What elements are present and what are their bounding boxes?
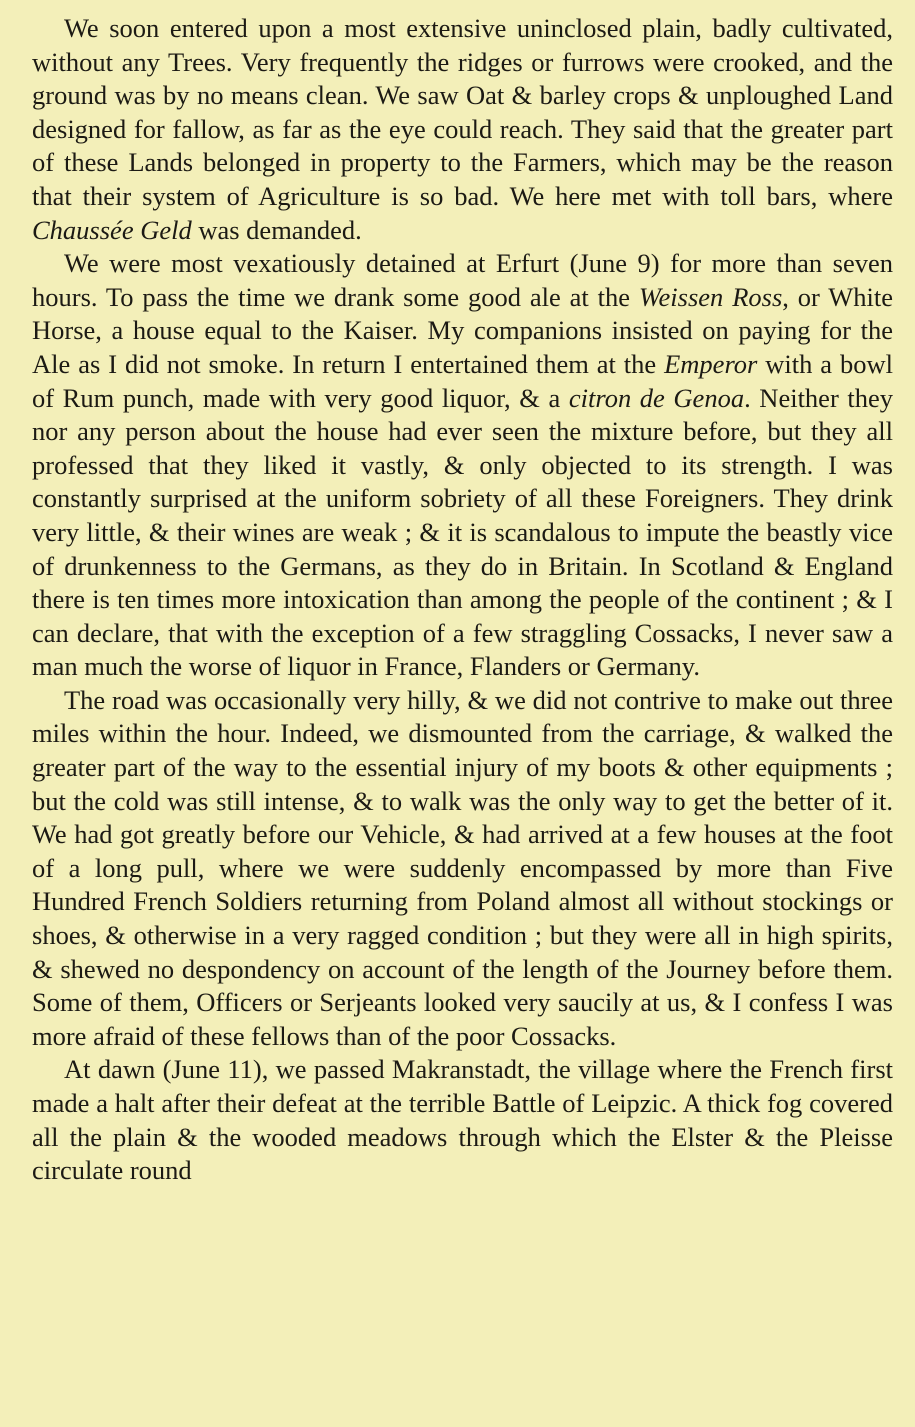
paragraph-2 (32, 247, 893, 684)
text-run: with a bowl of Rum punch, made with very good liquor, & a (32, 348, 893, 413)
text-run: We were most vexatiously detained at Erfurt (June 9) for more than seven hours. To pass the time we drank some good ale at the (32, 248, 893, 312)
paragraph-3 (32, 684, 893, 1054)
italic-phrase: Weissen Ross (638, 281, 783, 312)
paragraph-4 (32, 1053, 893, 1187)
text-run: We soon entered upon a most extensive uninclosed plain, badly cultivated, without any Trees. Very frequently the ridges or furrows were crooked, and the ground was by no means clean. We saw Oat & barley crops & unploughed Land designed for fallow, as far as the eye could reach. They said that the greater part of these Lands belonged in property to the Farmers, which may be the reason that their system of Agriculture is so bad. We here met with toll bars, where (32, 13, 893, 211)
text-run: . Neither they nor any person about the house had ever seen the mixture before, but they all professed that they liked it vastly, & only objected to its strength. I was constantly surprised at the uniform sobriety of all these Foreigners. They drink very little, & their wines are weak ; & it is scandalous to impute the beastly vice of drunkenness to the Germans, as they do in Britain. In Scotland & England there is ten times more intoxication than among the people of the continent ; & I can declare, that with the exception of a few straggling Cossacks, I never saw a man much the worse of liquor in France, Flanders or Germany. (32, 382, 893, 682)
text-run: The road was occasionally very hilly, & we did not contrive to make out three miles within the hour. Indeed, we dismounted from the carriage, & walked the greater part of the way to the essential injury of my boots & other equipments ; but the cold was still intense, & to walk was the only way to get the better of it. We had got greatly before our Vehicle, & had arrived at a few houses at the foot of a long pull, where we were suddenly encompassed by more than Five Hundred French Soldiers returning from Poland almost all without stockings or shoes, & otherwise in a very ragged condition ; but they were all in high spirits, & shewed no despondency on account of the length of the Journey before them. Some of them, Officers or Serjeants looked very saucily at us, & I confess I was more afraid of these fellows than of the poor Cossacks. (32, 684, 893, 1051)
text-run: was demanded. (191, 214, 362, 245)
italic-phrase: Chaussée Geld (32, 214, 192, 245)
paragraph-1 (32, 12, 893, 247)
text-run: , or White Horse, a house equal to the Kaiser. My companions insisted on paying for the Ale as I did not smoke. In return I entertained them at the (32, 281, 894, 379)
italic-phrase: Emperor (664, 348, 758, 379)
text-run: At dawn (June 11), we passed Makranstadt, the village where the French first made a halt after their defeat at the terrible Battle of Leipzic. A thick fog covered all the plain & the wooded meadows through which the Elster & the Pleisse circulate round (32, 1054, 893, 1186)
italic-phrase: citron de Genoa (568, 382, 745, 413)
